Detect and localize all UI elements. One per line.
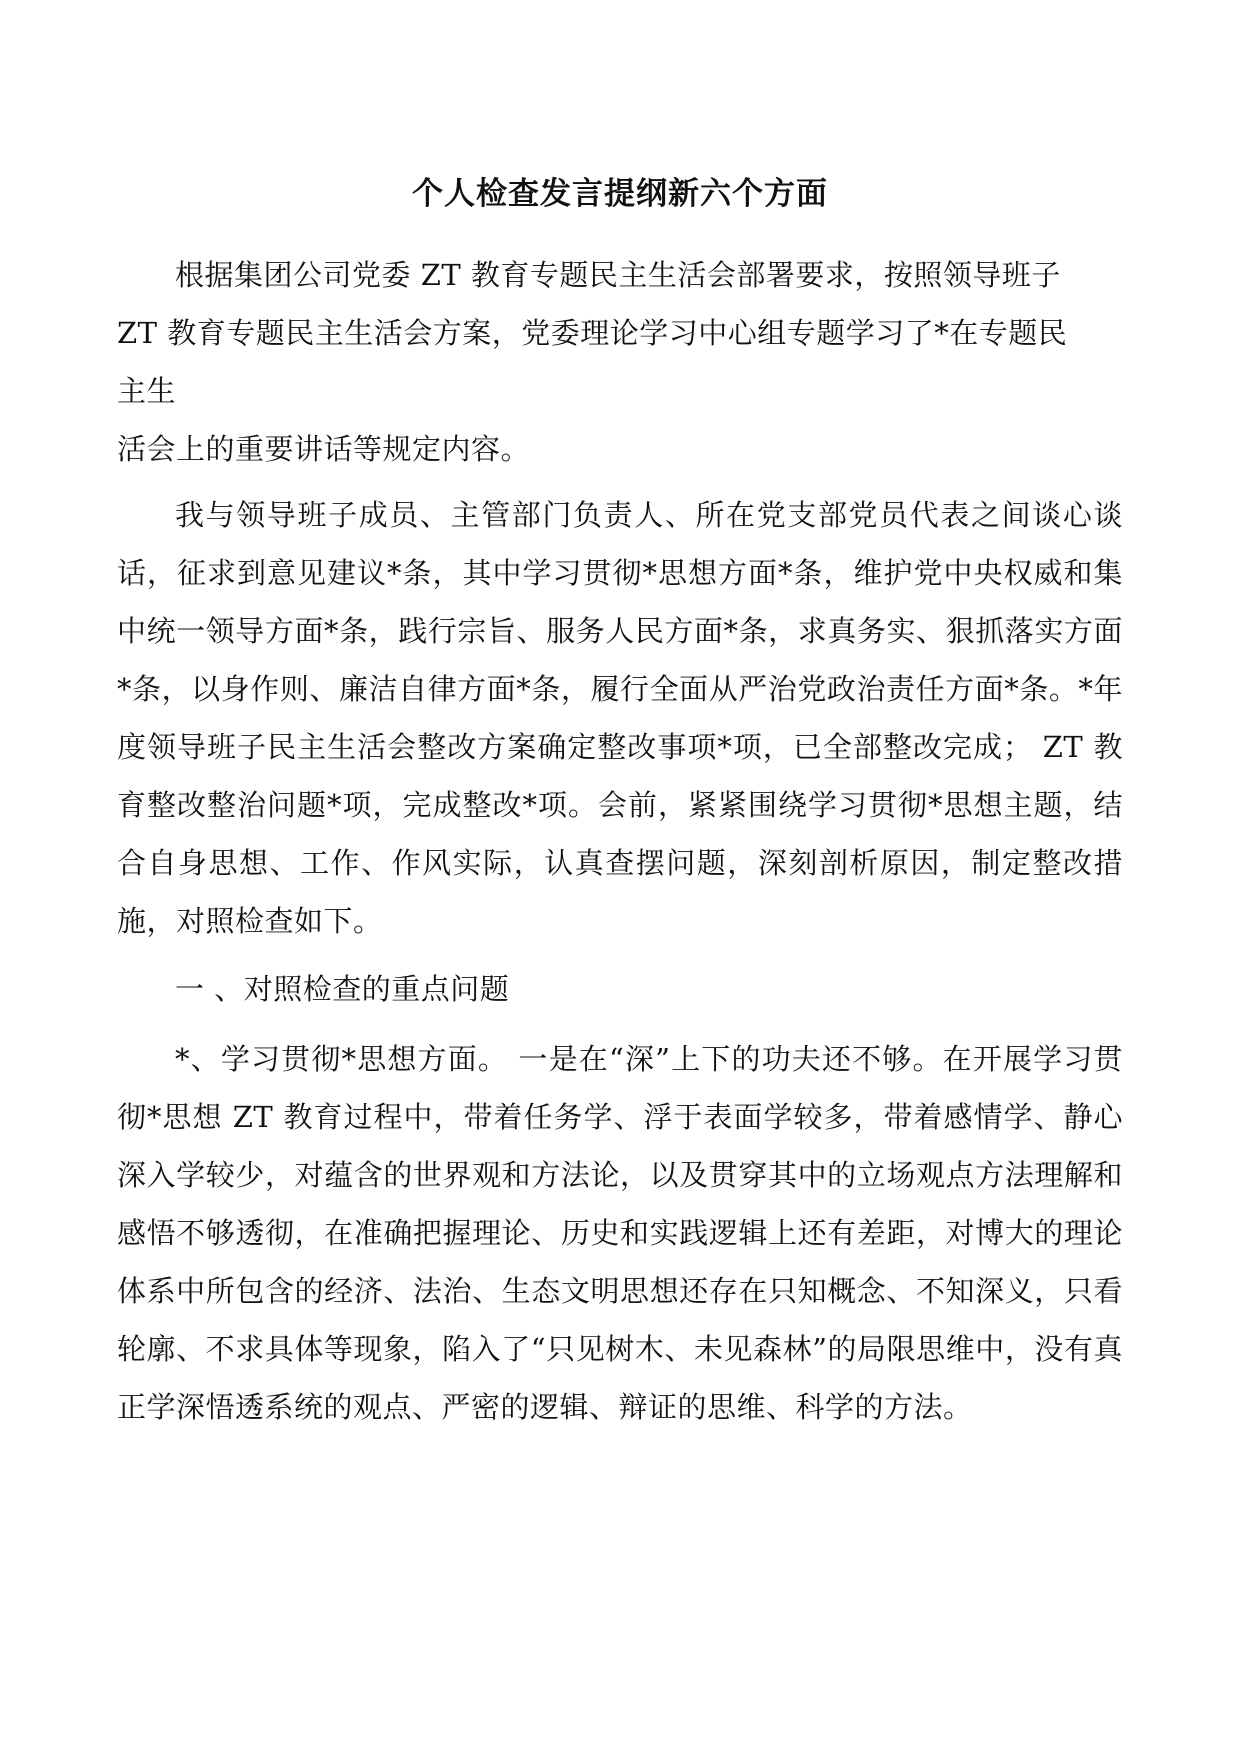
document-title: 个人检查发言提纲新六个方面	[412, 176, 828, 212]
section-heading: 一 、对照检查的重点问题	[175, 972, 510, 1006]
intro-line-3: 主生	[117, 374, 177, 408]
intro-line-1: 根据集团公司党委 ZT 教育专题民主生活会部署要求，按照领导班子	[175, 258, 1061, 292]
body-paragraph-2: 我与领导班子成员、主管部门负责人、所在党支部党员代表之间谈心谈话，征求到意见建议*条，其中学习贯彻*思想方面*条，维护党中央权威和集中统一领导方面*条，践行宗旨、服务人民方面*条，求真务实、狠抓落实方面*条，以身作则、廉洁自律方面*条，履行全面从严治党政治责任方面*条。*年度领导班子民主生活会整改方案确定整改事项*项，已全部整改完成； ZT 教育整改整治问题*项，完成整改*项。会前，紧紧围绕学习贯彻*思想主题，结合自身思想、工作、作风实际，认真查摆问题，深刻剖析原因，制定整改措施，对照检查如下。	[117, 498, 1123, 938]
intro-line-2: ZT 教育专题民主生活会方案，党委理论学习中心组专题学习了*在专题民	[117, 316, 1068, 350]
intro-line-4: 活会上的重要讲话等规定内容。	[117, 432, 531, 466]
body-paragraph-3: *、学习贯彻*思想方面。 一是在“深”上下的功夫还不够。在开展学习贯彻*思想 ZT 教育过程中，带着任务学、浮于表面学较多，带着感情学、静心深入学较少，对蕴含的世界观和方法论，以及贯穿其中的立场观点方法理解和感悟不够透彻，在准确把握理论、历史和实践逻辑上还有差距，对博大的理论体系中所包含的经济、法治、生态文明思想还存在只知概念、不知深义，只看轮廓、不求具体等现象，陷入了“只见树木、未见森林”的局限思维中，没有真正学深悟透系统的观点、严密的逻辑、辩证的思维、科学的方法。	[117, 1042, 1123, 1424]
